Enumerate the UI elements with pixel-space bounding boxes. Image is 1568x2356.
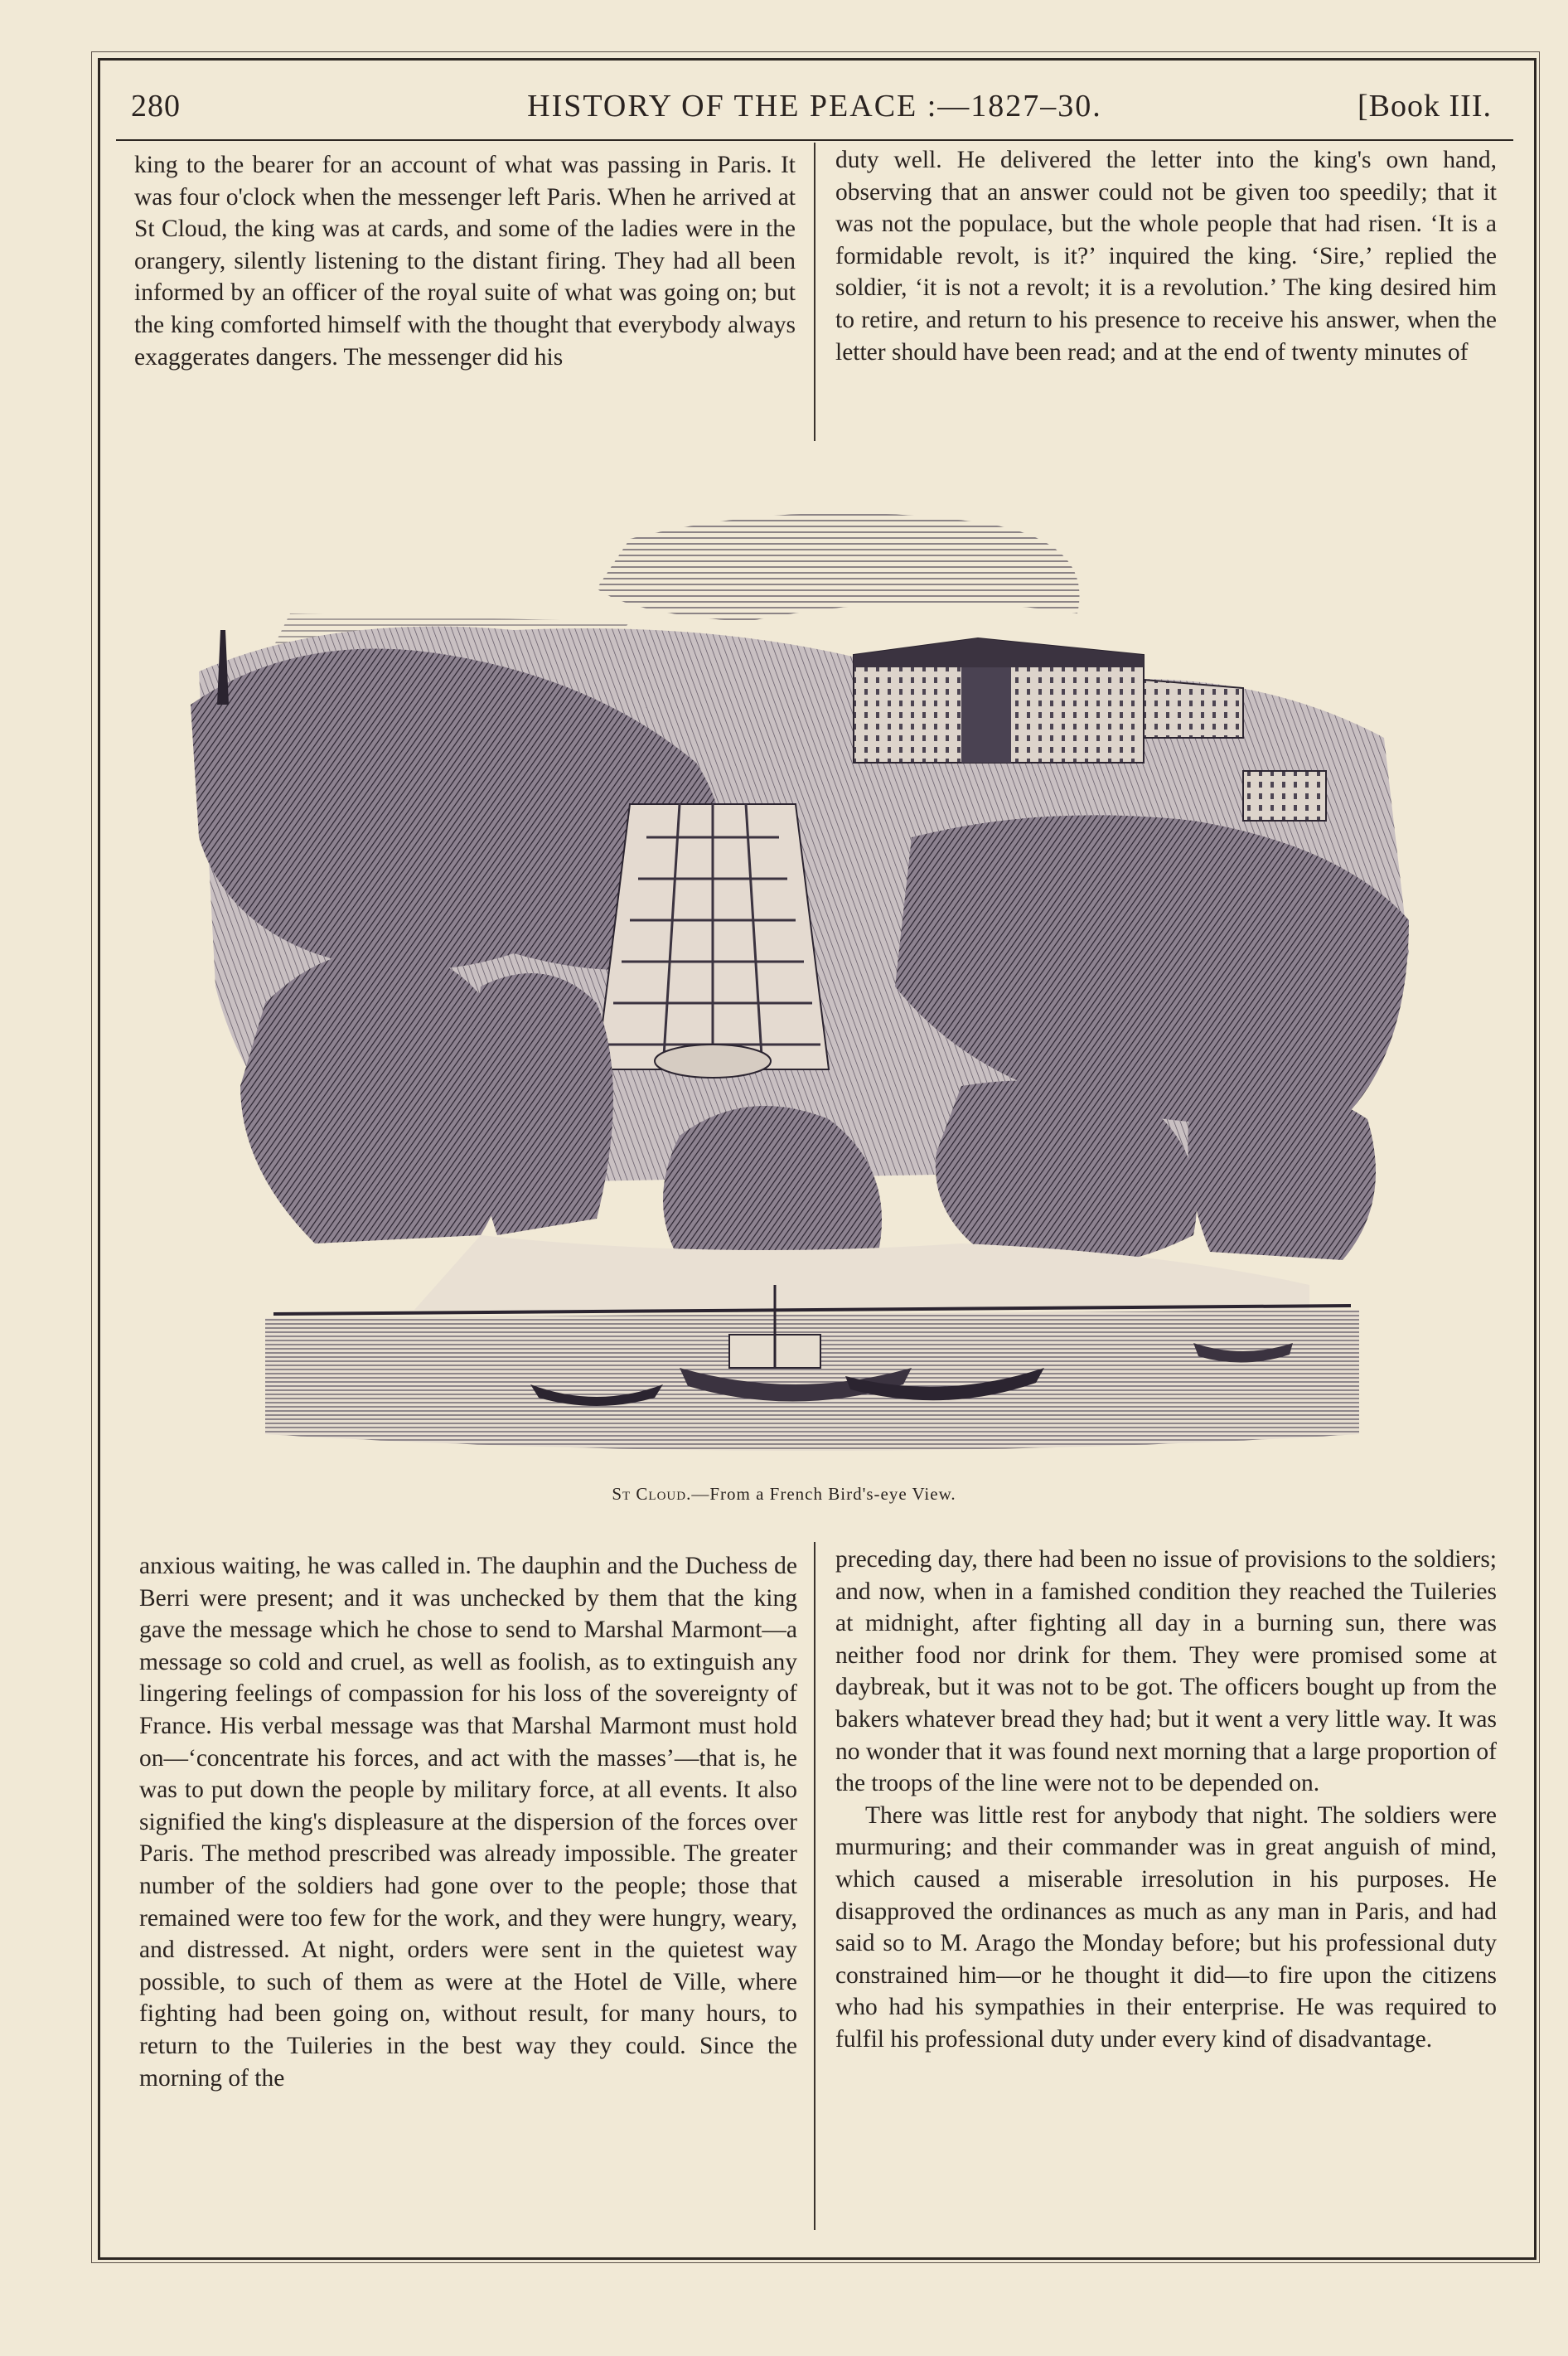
st-cloud-engraving [166, 489, 1442, 1467]
text-column-top-right [835, 144, 1497, 368]
column-divider-top [814, 143, 815, 441]
caption-place: St Cloud. [612, 1484, 692, 1504]
column-divider-bottom [814, 1542, 815, 2230]
figure-caption [0, 1484, 1568, 1505]
page-number: 280 [131, 89, 181, 124]
paragraph: preceding day, there had been no issue of provisions to the soldiers; and now, when in a famished condition they reached the Tuileries at midnight, after fighting all day in a burning sun, there was neither food nor drink for them. They were promised some at daybreak, but it was not to be got. The officers bought up from the bakers whatever bread they had; but it went a very little way. It was no wonder that it was found next morning that a large proportion of the troops of the line were not to be depended on. [835, 1546, 1497, 1797]
text-column-bottom-left [139, 1550, 797, 2094]
paragraph: anxious waiting, he was called in. The dauphin and the Duchess de Berri were present; and it was unchecked by them that the king gave the message which he chose to send to Marshal Marmont—a message so cold and cruel, as well as foolish, as to extinguish any lingering feelings of compassion for his loss of the sovereignty of France. His verbal message was that Marshal Marmont must hold on—‘concentrate his forces, and act with the masses’—that is, he was to put down the people by military force, at all events. It also signified the king's displeasure at the dispersion of the forces over Paris. The method prescribed was already impossible. The greater number of the soldiers had gone over to the people; those that remained were too few for the work, and they were hungry, weary, and distressed. At night, orders were sent in the quietest way possible, to such of them as were at the Hotel de Ville, where fighting had been going on, without result, for many hours, to return to the Tuileries in the best way they could. Since the morning of the [139, 1553, 797, 2092]
garden-cascade [597, 804, 829, 1078]
text-column-top-left [134, 149, 796, 373]
header-rule [116, 139, 1513, 141]
paragraph: There was little rest for anybody that night. The soldiers were murmuring; and their commander was in great anguish of mind, which caused a miserable irresolution in his purposes. He disapproved the ordinances as much as any man in Paris, and had said so to M. Arago the Monday before; but his professional duty constrained him—or he thought it did—to fire upon the citizens who had his sympathies in their enterprise. He was required to fulfil his professional duty under every kind of disadvantage. [835, 1801, 1497, 2053]
paragraph: duty well. He delivered the letter into the king's own hand, observing that an answer could not be given too speedily; that it was not the populace, but the whole people that had risen. ‘It is a formidable revolt, is it?’ inquired the king. ‘Sire,’ replied the soldier, ‘it is not a revolt; it is a revolution.’ The king desired him to retire, and return to his presence to receive his answer, when the letter should have been read; and at the end of twenty minutes of [835, 147, 1497, 366]
caption-rest: —From a French Bird's-eye View. [691, 1484, 956, 1504]
paragraph: king to the bearer for an account of what was passing in Paris. It was four o'clock when the messenger left Paris. When he arrived at St Cloud, the king was at cards, and some of the ladies were in the orangery, silently listening to the distant firing. They had all been informed by an officer of the royal suite of what was going on; but the king comforted himself with the thought that everybody always exaggerates dangers. The messenger did his [134, 152, 796, 371]
running-header [116, 80, 1513, 138]
book-label: [Book III. [1357, 89, 1492, 124]
running-title: HISTORY OF THE PEACE :—1827–30. [527, 89, 1102, 124]
text-column-bottom-right [835, 1544, 1497, 2056]
